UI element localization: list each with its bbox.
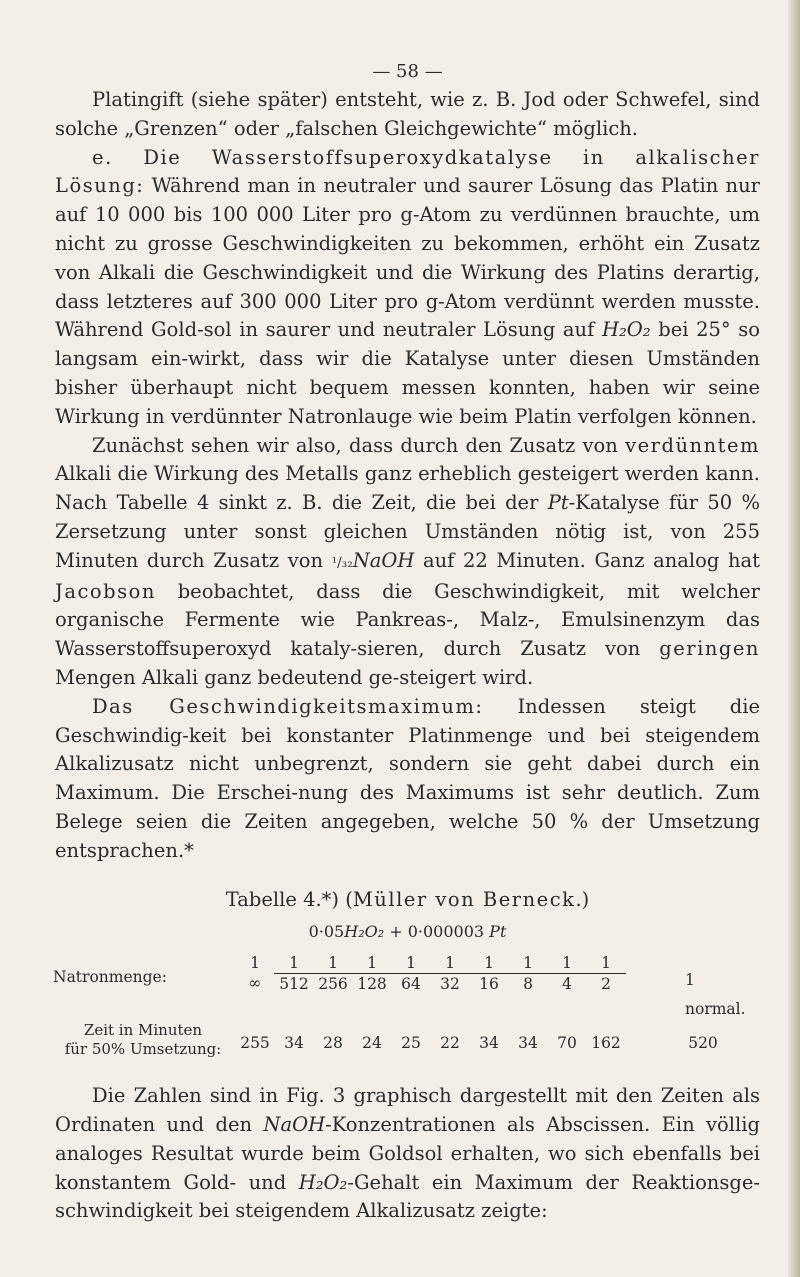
time-value: 34 [518, 1034, 538, 1053]
fraction-1-16: 1 16 [469, 953, 509, 994]
paragraph-5: Die Zahlen sind in Fig. 3 graphisch dargestellt mit den Zeiten als Ordinaten und den NaOH-Konzentrationen als Abscissen. Ein völlig analoges Resultat wurde beim Goldsol erhalten, wo sich ebenfalls bei konstantem Gold- und H₂O₂-Gehalt ein Maximum der Reaktionsge-schwindigkeit bei steigendem Alkalizusatz zeigte: [55, 1084, 760, 1223]
section-heading-maximum: Das Geschwindigkeitsmaximum: [92, 694, 484, 718]
time-value: 520 [688, 1034, 718, 1053]
fraction-1-8: 1 8 [508, 953, 548, 994]
fraction-1-32: 1 32 [430, 953, 470, 994]
time-value: 255 [240, 1034, 270, 1053]
time-value: 28 [323, 1034, 343, 1053]
fraction-1-64: 1 64 [391, 953, 431, 994]
page-number: — 58 — [372, 61, 443, 82]
fraction-infinity: 1 ∞ [248, 954, 262, 993]
paragraph-1: Platingift (siehe später) entsteht, wie z. B. Jod oder Schwefel, sind solche „Grenzen“ oder „falschen Gleichgewichte“ möglich. [55, 88, 760, 140]
fraction-1-512: 1 512 [274, 953, 314, 994]
paragraph-2: e. Die Wasserstoffsuperoxydkatalyse in alkalischer Lösung: Während man in neutraler und saurer Lösung das Platin nur auf 10 000 bis 100 000 Liter pro g-Atom zu verdünnen brauchte, um nicht zu grosse Geschwindigkeiten zu bekommen, erhöht ein Zusatz von Alkali die Geschwindigkeit und die Wirkung des Platins derartig, dass letzteres auf 300 000 Liter pro g-Atom verdünnt werden musste. Während Gold-sol in saurer und neutraler Lösung auf H₂O₂ bei 25° so langsam ein-wirkt, dass wir die Katalyse unter diesen Umständen bisher überhaupt nicht bequem messen konnten, haben wir seine Wirkung in verdünnter Natronlauge wie beim Platin verfolgen können. [55, 145, 761, 428]
time-value: 34 [284, 1034, 304, 1053]
fraction-1-128: 1 128 [352, 953, 392, 994]
author-name: Jacobson [55, 579, 156, 603]
fraction-1-2: 1 2 [586, 953, 626, 994]
time-value: 70 [557, 1034, 577, 1053]
paragraph-3: Zunächst sehen wir also, dass durch den Zusatz von verdünntem Alkali die Wirkung des Metalls ganz erheblich gesteigert werden kann. Nach Tabelle 4 sinkt z. B. die Zeit, die bei der Pt-Katalyse für 50 % Zersetzung unter sonst gleichen Umständen nötig ist, von 255 Minuten durch Zusatz von ¹/₃₂NaOH auf 22 Minuten. Ganz analog hat Jacobson beobachtet, dass die Geschwindigkeit, mit welcher organische Fermente wie Pankreas-, Malz-, Emulsinenzym das Wasserstoffsuperoxyd kataly-sieren, durch Zusatz von geringen Mengen Alkali ganz bedeutend ge-steigert wird. [55, 433, 760, 689]
book-page [55, 0, 760, 1226]
row-label-zeit: Zeit in Minuten für 50% Umsetzung: [64, 1021, 222, 1059]
time-value: 24 [362, 1034, 382, 1053]
table-caption: Tabelle 4.*) (Müller von Berneck.) [225, 887, 590, 911]
time-value: 162 [591, 1034, 621, 1053]
section-heading-e: e. Die Wasserstoffsuperoxydkatalyse in alkalischer Lösung: [55, 145, 760, 198]
time-value: 25 [401, 1034, 421, 1053]
fraction-1-256: 1 256 [313, 953, 353, 994]
paragraph-4: Das Geschwindigkeitsmaximum: Indessen steigt die Geschwindig-keit bei konstanter Platinmenge und bei steigendem Alkalizusatz nicht unbegrenzt, sondern sie geht dabei durch ein Maximum. Die Erschei-nung des Maximums ist sehr deutlich. Zum Belege seien die Zeiten angegeben, welche 50 % der Umsetzung entsprachen.* [55, 694, 761, 862]
page-edge-shadow [788, 0, 800, 1277]
time-value: 22 [440, 1034, 460, 1053]
table-formula: 0·05H₂O₂ + 0·000003 Pt [308, 922, 507, 942]
fraction-1-4: 1 4 [547, 953, 587, 994]
row-label-natronmenge: Natronmenge: [53, 968, 167, 987]
data-table [55, 951, 760, 1076]
time-value: 34 [479, 1034, 499, 1053]
normal-label: 1 normal. [685, 971, 746, 1018]
